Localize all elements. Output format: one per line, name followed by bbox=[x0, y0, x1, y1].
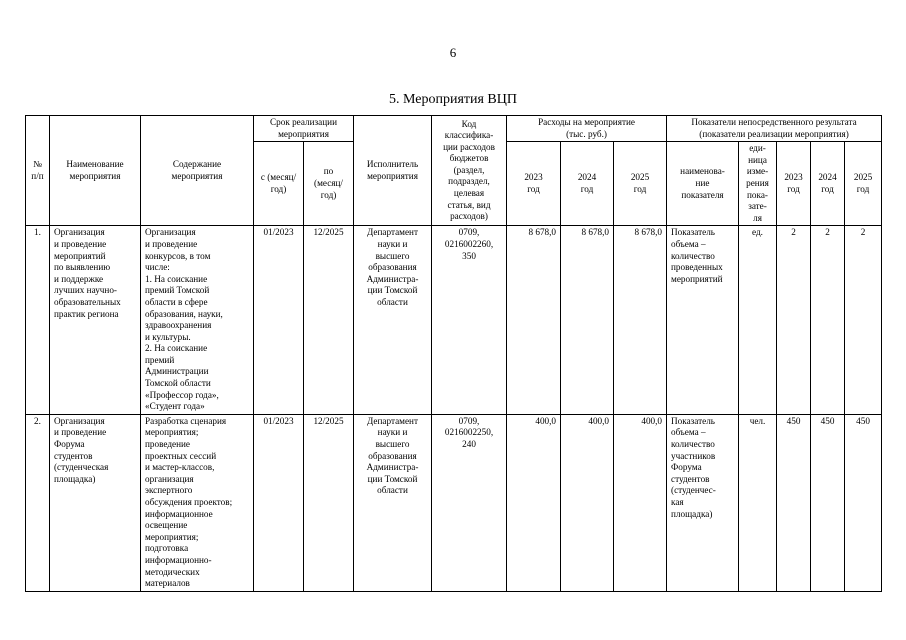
row-indicator-2024: 450 bbox=[811, 414, 845, 591]
row-indicator-2025: 2 bbox=[845, 226, 882, 415]
row-term-to: 12/2025 bbox=[304, 226, 354, 415]
header-executor: Исполнитель мероприятия bbox=[354, 116, 432, 226]
row-indicator-2024: 2 bbox=[811, 226, 845, 415]
row-expense-2023: 8 678,0 bbox=[507, 226, 561, 415]
header-indicator-2024: 2024 год bbox=[811, 142, 845, 226]
header-term-to: по (месяц/ год) bbox=[304, 142, 354, 226]
row-indicator-2023: 2 bbox=[777, 226, 811, 415]
header-name: Наименование мероприятия bbox=[50, 116, 141, 226]
row-expense-2025: 400,0 bbox=[614, 414, 667, 591]
row-num: 2. bbox=[26, 414, 50, 591]
row-num: 1. bbox=[26, 226, 50, 415]
header-expenses: Расходы на мероприятие (тыс. руб.) bbox=[507, 116, 667, 142]
header-content: Содержание мероприятия bbox=[141, 116, 254, 226]
header-indicator-unit: еди- ница изме- рения пока- зате- ля bbox=[739, 142, 777, 226]
activities-table bbox=[25, 115, 882, 592]
header-expense-2023: 2023 год bbox=[507, 142, 561, 226]
row-expense-2024: 8 678,0 bbox=[561, 226, 614, 415]
row-expense-2025: 8 678,0 bbox=[614, 226, 667, 415]
row-term-from: 01/2023 bbox=[254, 226, 304, 415]
row-expense-2024: 400,0 bbox=[561, 414, 614, 591]
section-title: 5. Мероприятия ВЦП bbox=[388, 92, 517, 107]
row-indicator-2023: 450 bbox=[777, 414, 811, 591]
row-term-to: 12/2025 bbox=[304, 414, 354, 591]
header-row-top bbox=[26, 116, 882, 142]
header-num: № п/п bbox=[26, 116, 50, 226]
row-name: Организация и проведение мероприятий по выявлению и поддержке лучших научно- образовательных практик региона bbox=[50, 226, 141, 415]
header-term-from: с (месяц/ год) bbox=[254, 142, 304, 226]
table-row bbox=[26, 226, 882, 415]
header-code: Код классифика- ции расходов бюджетов (раздел, подраздел, целевая статья, вид расходов) bbox=[432, 116, 507, 226]
header-term: Срок реализации мероприятия bbox=[254, 116, 354, 142]
header-expense-2025: 2025 год bbox=[614, 142, 667, 226]
header-indicator-name: наименова- ние показателя bbox=[667, 142, 739, 226]
header-indicators: Показатели непосредственного результата (показатели реализации мероприятия) bbox=[667, 116, 882, 142]
header-indicator-2025: 2025 год bbox=[845, 142, 882, 226]
table-row bbox=[26, 414, 882, 591]
row-content: Разработка сценария мероприятия; проведение проектных сессий и мастер-классов, организация экспертного обсуждения проектов; информационное освещение мероприятия; подготовка информационно- методических материалов bbox=[141, 414, 254, 591]
row-term-from: 01/2023 bbox=[254, 414, 304, 591]
row-indicator-unit: чел. bbox=[739, 414, 777, 591]
header-expense-2024: 2024 год bbox=[561, 142, 614, 226]
page-number: 6 bbox=[449, 45, 457, 60]
row-executor: Департамент науки и высшего образования Администра- ции Томской области bbox=[354, 414, 432, 591]
row-indicator-name: Показатель объема – количество проведенных мероприятий bbox=[667, 226, 739, 415]
row-indicator-name: Показатель объема – количество участников Форума студентов (студенчес- кая площадка) bbox=[667, 414, 739, 591]
header-indicator-2023: 2023 год bbox=[777, 142, 811, 226]
row-indicator-unit: ед. bbox=[739, 226, 777, 415]
row-indicator-2025: 450 bbox=[845, 414, 882, 591]
row-expense-2023: 400,0 bbox=[507, 414, 561, 591]
row-content: Организация и проведение конкурсов, в том числе: 1. На соискание премий Томской области в сфере образования, науки, здравоохранения и культуры. 2. На соискание премий Администрации Томской области «Профессор года», «Студент года» bbox=[141, 226, 254, 415]
row-name: Организация и проведение Форума студентов (студенческая площадка) bbox=[50, 414, 141, 591]
row-code: 0709, 0216002250, 240 bbox=[432, 414, 507, 591]
row-code: 0709, 0216002260, 350 bbox=[432, 226, 507, 415]
row-executor: Департамент науки и высшего образования Администра- ции Томской области bbox=[354, 226, 432, 415]
